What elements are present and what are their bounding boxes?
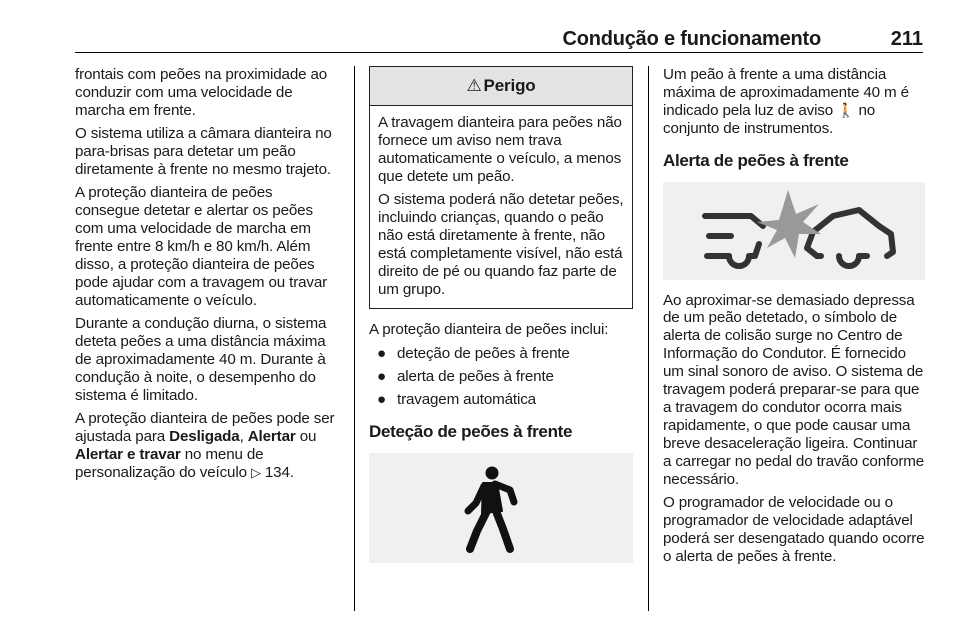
danger-title: Perigo: [483, 76, 536, 96]
column-1: [75, 66, 335, 487]
danger-paragraph: O sistema poderá não detetar peões, incluindo crianças, quando o peão não está diretamente à frente, não está completamente visível, não está direito de pé ou quando faz parte de um grupo.: [378, 191, 624, 298]
danger-header: [370, 67, 632, 106]
option-alert: Alertar: [247, 428, 296, 446]
collision-alert-icon: [663, 182, 925, 280]
list-item: ● travagem automática: [377, 391, 536, 409]
section-title: Condução e funcionamento: [562, 28, 821, 50]
paragraph: O programador de velocidade ou o programador de velocidade adaptável poderá ser desengatado quando ocorre o alerta de peões à frente.: [663, 494, 925, 565]
page-number: 211: [890, 28, 923, 50]
option-alert-and-brake: Alertar e travar: [75, 446, 181, 464]
section-heading: Deteção de peões à frente: [369, 422, 573, 442]
column-2: [369, 66, 633, 563]
option-off: Desligada: [169, 428, 240, 446]
danger-box: [369, 66, 633, 309]
column-divider: [354, 66, 355, 611]
bullet-icon: ●: [377, 368, 387, 386]
feature-list: [369, 344, 633, 409]
paragraph: Durante a condução diurna, o sistema deteta peões a uma distância máxima de aproximadamente 40 m. Durante à condução à noite, o desempenho do sistema é limitado.: [75, 315, 327, 404]
paragraph: A proteção dianteira de peões consegue detetar e alertar os peões com uma velocidade de marcha em frente entre 8 km/h e 80 km/h. Além disso, a proteção dianteira de peões pode ajudar com a travagem ou travar automaticamente o veículo.: [75, 184, 328, 309]
settings-paragraph: A proteção dianteira de peões pode ser ajustada para Desligada, Alertar ou Alertar e travar no menu de personalização do veículo ▷ 134.: [75, 410, 335, 482]
bullet-icon: ●: [377, 391, 387, 409]
paragraph: Um peão à frente a uma distância máxima de aproximadamente 40 m é indicado pela luz de aviso 🚶 no conjunto de instrumentos.: [663, 66, 909, 137]
list-item: ● deteção de peões à frente: [377, 345, 570, 363]
danger-paragraph: A travagem dianteira para peões não fornece um aviso nem trava automaticamente o veículo, a menos que detete um peão.: [378, 114, 622, 185]
danger-body: [370, 106, 632, 308]
warning-triangle-icon: ⚠: [466, 76, 482, 96]
paragraph: frontais com peões na proximidade ao conduzir com uma velocidade de marcha em frente.: [75, 66, 328, 119]
pedestrian-walking-icon: [369, 453, 633, 563]
paragraph: Ao aproximar-se demasiado depressa de um peão detetado, o símbolo de alerta de colisão surge no Centro de Informação do Condutor. É fornecido um sinal sonoro de aviso. O sistema de travagem poderá preparar-se para que a travagem do condutor ocorra mais rapidamente, o que pode causar uma breve desaceleração ligeira. Continuar a carregar no pedal do travão conforme necessário.: [663, 291, 925, 488]
paragraph: O sistema utiliza a câmara dianteira no para-brisas para detetar um peão diretamente à frente no mesmo trajeto.: [75, 125, 332, 179]
page-header: [75, 26, 923, 53]
section-heading: Alerta de peões à frente: [663, 150, 849, 170]
page-reference: 134.: [260, 464, 294, 482]
paragraph: A proteção dianteira de peões inclui:: [369, 321, 609, 339]
column-divider: [648, 66, 649, 611]
page-reference-triangle-icon: ▷: [250, 465, 261, 481]
collision-figure: [663, 182, 925, 280]
list-item: ● alerta de peões à frente: [377, 368, 554, 386]
column-3: [663, 66, 925, 571]
bullet-icon: ●: [377, 345, 387, 363]
pedestrian-indicator-icon: 🚶: [837, 101, 855, 118]
pedestrian-figure: [369, 453, 633, 563]
